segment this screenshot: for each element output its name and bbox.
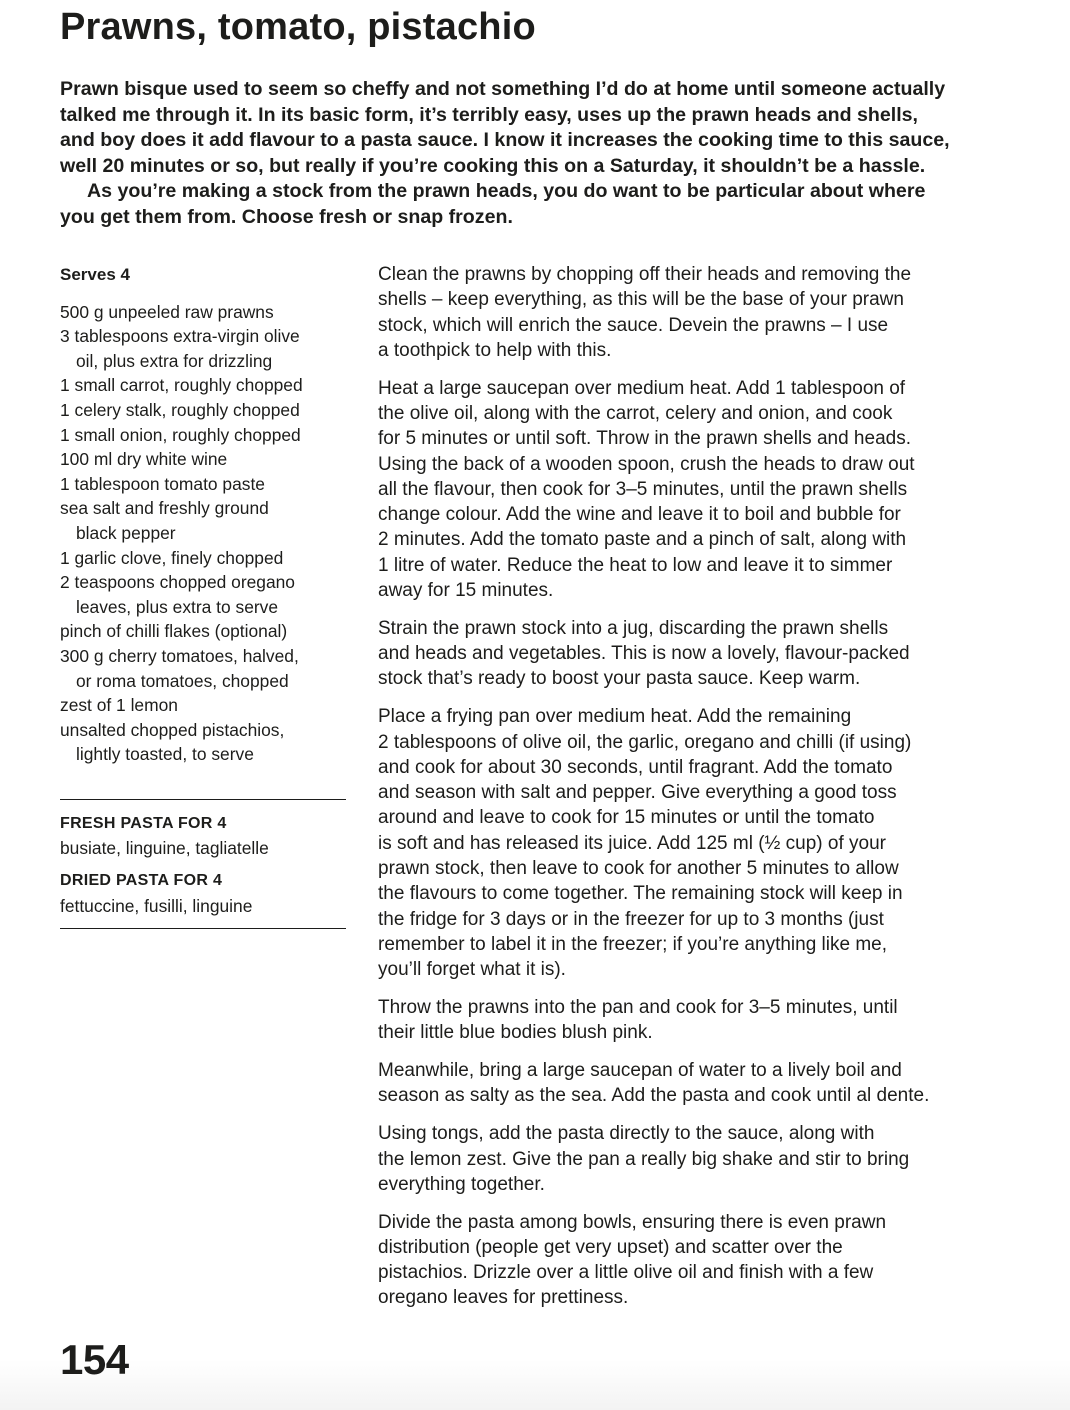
ingredient-text-continued: or roma tomatoes, chopped — [76, 670, 289, 691]
ingredient-text: 1 small carrot, roughly chopped — [60, 375, 303, 396]
intro-line: talked me through it. In its basic form, it’s terribly easy, uses up the prawn heads and shells, — [60, 103, 918, 126]
method-step — [378, 262, 988, 363]
method-line: stock that’s ready to boost your pasta sauce. Keep warm. — [378, 668, 861, 690]
dried-pasta-block — [60, 861, 346, 918]
method-line: Heat a large saucepan over medium heat. Add 1 tablespoon of — [378, 377, 906, 399]
fresh-pasta-block — [60, 800, 346, 861]
dried-pasta-label: DRIED PASTA FOR 4 — [60, 872, 223, 890]
method-line: Using tongs, add the pasta directly to the sauce, along with — [378, 1123, 875, 1145]
intro-line: well 20 minutes or so, but really if you’re cooking this on a Saturday, it shouldn’t be a hassle. — [60, 154, 926, 177]
ingredient-text: zest of 1 lemon — [60, 695, 178, 716]
method-line: and cook for about 30 seconds, until fragrant. Add the tomato — [378, 756, 893, 778]
method-line: season as salty as the sea. Add the pasta and cook until al dente. — [378, 1085, 930, 1107]
method-line: the fridge for 3 days or in the freezer for up to 3 months (just — [378, 908, 884, 930]
ingredient-text: 2 teaspoons chopped oregano — [60, 572, 295, 593]
method-line: Divide the pasta among bowls, ensuring there is even prawn — [378, 1211, 887, 1233]
fresh-pasta-label: FRESH PASTA FOR 4 — [60, 814, 227, 832]
ingredient-item — [60, 496, 346, 545]
method-line: everything together. — [378, 1173, 545, 1195]
intro-line: and boy does it add flavour to a pasta sauce. I know it increases the cooking time to this sauce, — [60, 129, 950, 152]
ingredient-text: 300 g cherry tomatoes, halved, — [60, 645, 299, 666]
ingredient-text: pinch of chilli flakes (optional) — [60, 621, 288, 642]
ingredient-item — [60, 718, 346, 767]
ingredient-item — [60, 570, 346, 619]
ingredient-item — [60, 644, 346, 693]
method-line: Place a frying pan over medium heat. Add the remaining — [378, 706, 852, 728]
ingredient-text: 100 ml dry white wine — [60, 449, 228, 470]
ingredient-text-continued: black pepper — [76, 522, 176, 543]
method-line: Clean the prawns by chopping off their heads and removing the — [378, 264, 912, 285]
ingredient-item — [60, 447, 346, 472]
method-line: the flavours to come together. The remaining stock will keep in — [378, 883, 903, 905]
method-line: the olive oil, along with the carrot, celery and onion, and cook — [378, 402, 893, 424]
method-step — [378, 1121, 988, 1197]
ingredient-text: unsalted chopped pistachios, — [60, 719, 285, 740]
method-line: is soft and has released its juice. Add 125 ml (½ cup) of your — [378, 832, 886, 854]
ingredient-text: 1 celery stalk, roughly chopped — [60, 399, 300, 420]
method-line: 2 minutes. Add the tomato paste and a pinch of salt, along with — [378, 529, 907, 551]
intro-line: you get them from. Choose fresh or snap frozen. — [60, 205, 513, 228]
method-step — [378, 616, 988, 692]
method-line: distribution (people get very upset) and scatter over the — [378, 1236, 843, 1258]
method-line: oregano leaves for prettiness. — [378, 1287, 629, 1309]
ingredient-text-continued: lightly toasted, to serve — [76, 744, 254, 765]
method-line: around and leave to cook for 15 minutes or until the tomato — [378, 807, 875, 829]
method-line: 1 litre of water. Reduce the heat to low and leave it to simmer — [378, 554, 893, 576]
method-line: and heads and vegetables. This is now a lovely, flavour-packed — [378, 643, 910, 665]
serves-label: Serves 4 — [60, 265, 130, 284]
method-line: you’ll forget what it is). — [378, 959, 566, 981]
ingredient-item — [60, 324, 346, 373]
ingredient-text: sea salt and freshly ground — [60, 498, 269, 519]
ingredient-text: 500 g unpeeled raw prawns — [60, 301, 274, 322]
method-line: their little blue bodies blush pink. — [378, 1022, 653, 1044]
method-steps — [378, 262, 988, 1323]
ingredient-item — [60, 373, 346, 398]
page-number: 154 — [60, 1336, 129, 1383]
ingredient-item — [60, 693, 346, 718]
method-line: the lemon zest. Give the pan a really big shake and stir to bring — [378, 1148, 910, 1170]
ingredient-item — [60, 472, 346, 497]
ingredient-item — [60, 546, 346, 571]
intro-line: As you’re making a stock from the prawn heads, you do want to be particular about where — [87, 180, 926, 203]
method-line: pistachios. Drizzle over a little olive oil and finish with a few — [378, 1262, 874, 1284]
ingredient-text: 1 small onion, roughly chopped — [60, 424, 301, 445]
method-line: remember to label it in the freezer; if you’re anything like me, — [378, 933, 888, 955]
ingredient-text-continued: oil, plus extra for drizzling — [76, 350, 273, 371]
method-line: stock, which will enrich the sauce. Devein the prawns – I use — [378, 314, 889, 336]
method-step — [378, 1210, 988, 1311]
method-line: change colour. Add the wine and leave it to boil and bubble for — [378, 504, 901, 526]
recipe-title: Prawns, tomato, pistachio — [60, 6, 536, 48]
method-step — [378, 1058, 988, 1109]
ingredient-text: 3 tablespoons extra-virgin olive — [60, 326, 300, 347]
method-line: away for 15 minutes. — [378, 580, 554, 602]
ingredient-item — [60, 398, 346, 423]
ingredient-item — [60, 619, 346, 644]
ingredient-item — [60, 300, 346, 325]
ingredients-sidebar — [60, 263, 346, 929]
ingredient-text: 1 garlic clove, finely chopped — [60, 547, 284, 568]
method-line: a toothpick to help with this. — [378, 339, 612, 361]
method-line: Throw the prawns into the pan and cook for 3–5 minutes, until — [378, 997, 898, 1019]
method-step — [378, 704, 988, 982]
method-line: Strain the prawn stock into a jug, discarding the prawn shells — [378, 617, 889, 639]
method-step — [378, 376, 988, 604]
method-line: for 5 minutes or until soft. Throw in the prawn shells and heads. — [378, 428, 911, 450]
method-line: and season with salt and pepper. Give everything a good toss — [378, 782, 897, 804]
ingredient-text: 1 tablespoon tomato paste — [60, 473, 265, 494]
divider-rule — [60, 928, 346, 929]
recipe-intro — [60, 77, 990, 231]
method-step — [378, 995, 988, 1046]
fresh-pasta-values: busiate, linguine, tagliatelle — [60, 838, 269, 859]
ingredient-list — [60, 300, 346, 767]
ingredient-text-continued: leaves, plus extra to serve — [76, 596, 279, 617]
method-line: all the flavour, then cook for 3–5 minutes, until the prawn shells — [378, 478, 908, 500]
intro-line: Prawn bisque used to seem so cheffy and not something I’d do at home until someone actually — [60, 78, 946, 100]
ingredient-item — [60, 423, 346, 448]
dried-pasta-values: fettuccine, fusilli, linguine — [60, 895, 253, 916]
method-line: Using the back of a wooden spoon, crush the heads to draw out — [378, 453, 915, 475]
method-line: Meanwhile, bring a large saucepan of water to a lively boil and — [378, 1060, 902, 1082]
method-line: 2 tablespoons of olive oil, the garlic, oregano and chilli (if using) — [378, 731, 912, 753]
method-line: shells – keep everything, as this will be the base of your prawn — [378, 289, 904, 311]
method-line: prawn stock, then leave to cook for another 5 minutes to allow — [378, 858, 899, 880]
